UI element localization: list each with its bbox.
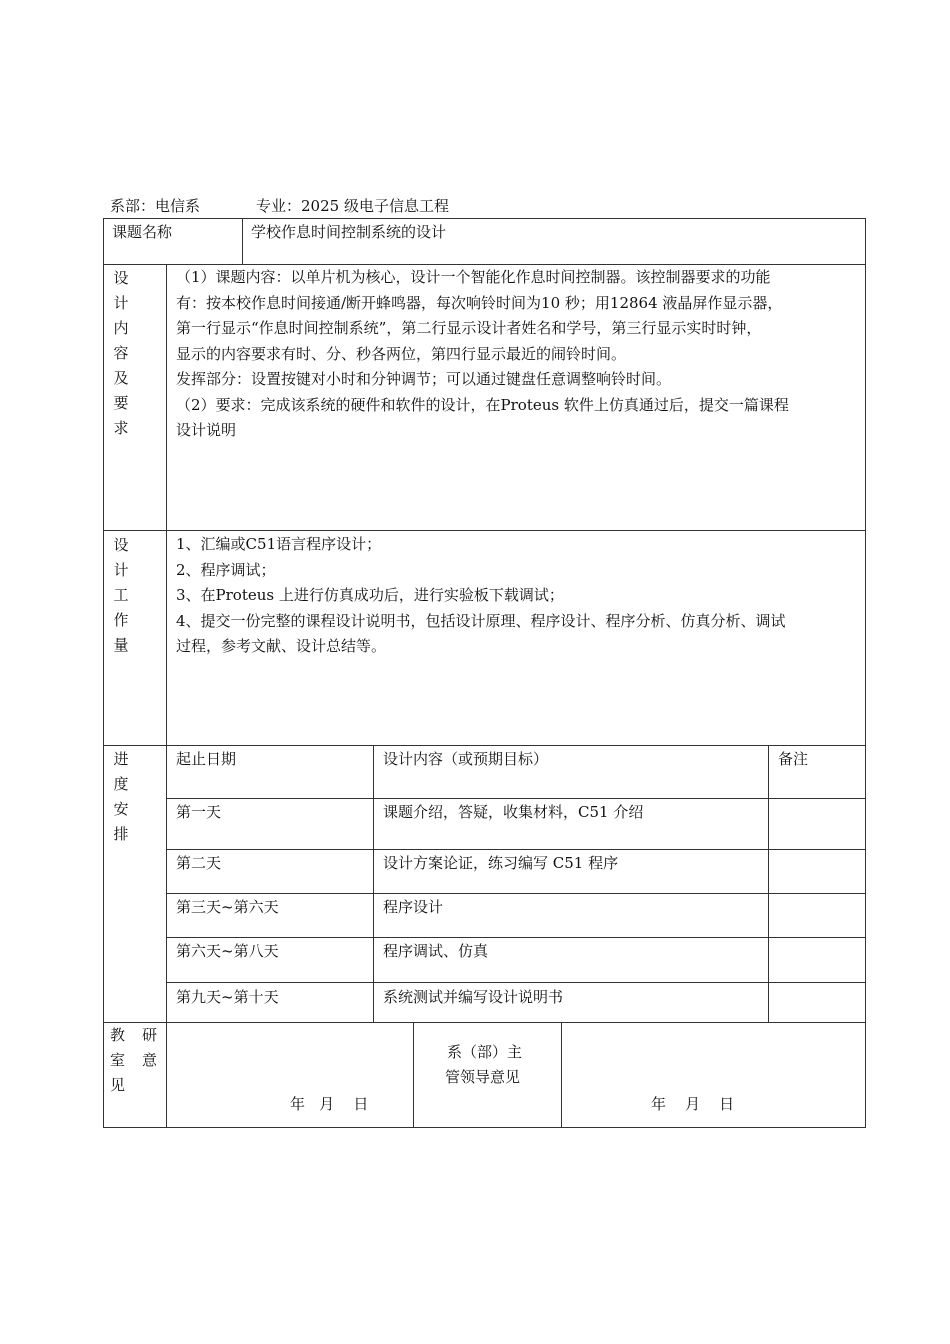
schedule-row-date: 第九天~第十天 (176, 988, 279, 1006)
table-border-top (103, 218, 866, 219)
design-content-text: （1）课题内容：以单片机为核心，设计一个智能化作息时间控制器。该控制器要求的功能 有：按本校作息时间接通/断开蜂鸣器，每次响铃时间为10 秒；用12864 液晶屏作显示器， 第一行显示“作息时间控制系统”，第二行显示设计者姓名和学号，第三行显示实时时钟， 显示的内容要求有时、分、秒各两位，第四行显示最近的闹铃时间。 发挥部分：设置按键对小时和分钟调节；可以通过键盘任意调整响铃时间。 （2）要求：完成该系统的硬件和软件的设计，在Proteus 软件上仿真通过后，提交一篇课程 设计说明 (176, 268, 789, 439)
schedule-column-divider (768, 745, 769, 1023)
schedule-row-divider (167, 849, 866, 850)
opinion-column-divider (561, 1022, 562, 1128)
dept-leader-opinion-label-line1: 系（部）主 (447, 1043, 523, 1061)
row-divider (103, 530, 866, 531)
row-divider (103, 1022, 866, 1023)
table-border-bottom (103, 1127, 866, 1128)
topic-value: 学校作息时间控制系统的设计 (251, 223, 447, 241)
topic-column-divider (242, 218, 243, 265)
schedule-row-content: 设计方案论证，练习编写 C51 程序 (383, 854, 619, 872)
dept-leader-opinion-label-line2: 管领导意见 (445, 1068, 521, 1086)
table-border-right (865, 218, 866, 1128)
workload-label: 设 计 工 作 量 (113, 536, 129, 654)
schedule-column-divider (373, 745, 374, 1023)
schedule-label: 进 度 安 排 (113, 750, 129, 843)
department-label: 系部：电信系 (110, 197, 201, 215)
opinion-date-left: 年 月 日 (290, 1095, 369, 1113)
schedule-row-divider (167, 982, 866, 983)
label-column-divider (166, 264, 167, 1128)
design-content-label: 设 计 内 容 及 要 求 (113, 269, 129, 437)
schedule-row-divider (167, 893, 866, 894)
schedule-row-content: 系统测试并编写设计说明书 (383, 988, 564, 1006)
schedule-row-divider (167, 937, 866, 938)
schedule-row-content: 程序设计 (383, 898, 444, 916)
schedule-row-content: 程序调试、仿真 (383, 942, 489, 960)
opinion-column-divider (413, 1022, 414, 1128)
schedule-header-date: 起止日期 (176, 750, 237, 768)
row-divider (103, 745, 866, 746)
schedule-header-note: 备注 (778, 750, 809, 768)
major-label: 专业：2025 级电子信息工程 (256, 197, 449, 215)
schedule-row-date: 第二天 (176, 854, 222, 872)
schedule-row-divider (167, 798, 866, 799)
schedule-row-date: 第六天~第八天 (176, 942, 279, 960)
topic-label: 课题名称 (112, 223, 173, 241)
schedule-row-date: 第一天 (176, 803, 222, 821)
opinion-date-right: 年 月 日 (651, 1095, 735, 1113)
schedule-row-content: 课题介绍，答疑，收集材料，C51 介绍 (383, 803, 644, 821)
schedule-header-content: 设计内容（或预期目标） (383, 750, 549, 768)
workload-text: 1、汇编或C51语言程序设计； 2、程序调试； 3、在Proteus 上进行仿真成功后，进行实验板下载调试； 4、提交一份完整的课程设计说明书，包括设计原理、程序设计、程序分析、仿真分析、调试 过程，参考文献、设计总结等。 (176, 535, 786, 655)
table-border-left (103, 218, 104, 1128)
schedule-row-date: 第三天~第六天 (176, 898, 279, 916)
